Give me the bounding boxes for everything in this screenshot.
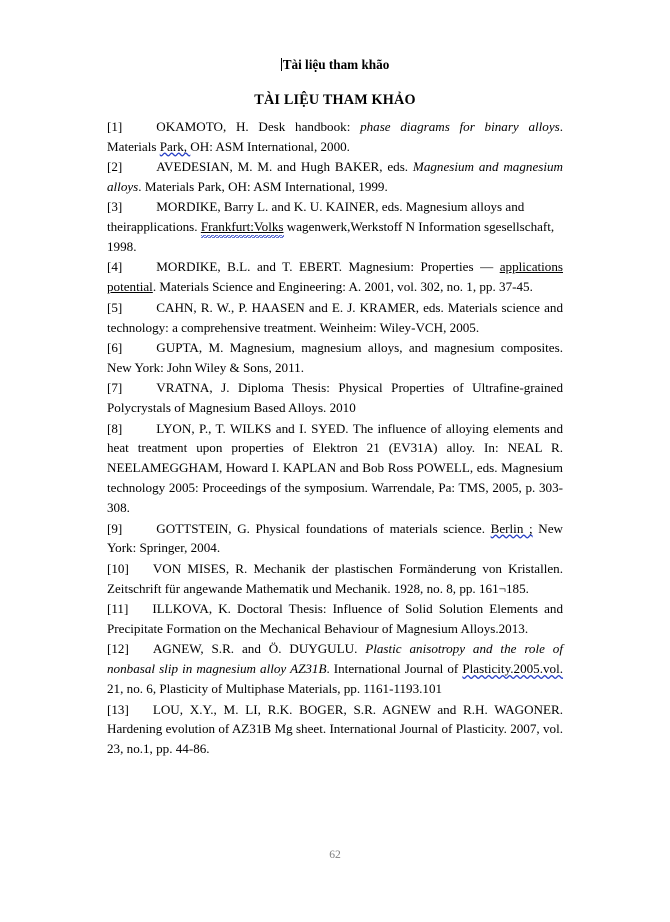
page-number: 62 <box>329 848 341 861</box>
running-header[interactable] <box>107 56 563 74</box>
reference-text-run: Berlin ; <box>490 520 533 536</box>
reference-entry <box>107 519 563 559</box>
reference-marker: [5] <box>107 299 123 315</box>
reference-marker: [8] <box>107 420 123 436</box>
reference-entry <box>107 298 563 338</box>
reference-text-run: New York: Springer, 2004. <box>107 520 564 556</box>
reference-text-run: OKAMOTO, H. Desk handbook: <box>156 118 361 134</box>
reference-text-run: AGNEW, S.R. and Ö. DUYGULU. <box>152 641 366 657</box>
reference-entry <box>107 378 563 418</box>
reference-entry <box>107 257 563 297</box>
reference-text-run: 21, no. 6, Plasticity of Multiphase Materials, pp. 1161-1193.101 <box>107 681 443 697</box>
page-title: TÀI LIỆU THAM KHẢO <box>254 91 416 108</box>
reference-marker: [1] <box>107 118 123 134</box>
reference-text-run: . Materials Park, OH: ASM International, 1999. <box>138 178 388 194</box>
reference-marker: [7] <box>107 380 123 396</box>
reference-entry <box>107 419 563 518</box>
reference-text-run: ILLKOVA, K. Doctoral Thesis: Influence of Solid Solution Elements and Precipitate Formation on the Mechanical Behaviour of Magnesium Alloys.2013. <box>107 601 563 636</box>
reference-text-run: . Materials Science and Engineering: A. 2001, vol. 302, no. 1, pp. 37-45. <box>152 279 533 295</box>
reference-text-run: MORDIKE, B.L. and T. EBERT. Magnesium: Properties — <box>156 259 500 275</box>
page-content <box>107 56 563 760</box>
reference-text-run: Magnesium and magnesium alloys <box>107 158 563 194</box>
reference-marker: [4] <box>107 259 123 275</box>
reference-entry <box>107 197 563 257</box>
reference-text-run: VRATNA, J. Diploma Thesis: Physical Properties of Ultrafine-grained Polycrystals of Magnesium Based Alloys. 2010 <box>107 380 563 416</box>
reference-marker: [11] <box>107 601 129 617</box>
reference-text-run: LOU, X.Y., M. LI, R.K. BOGER, S.R. AGNEW and R.H. WAGONER. Hardening evolution of AZ31B Mg sheet. International Journal of Plasticity. 2007, vol. 23, no.1, pp. 44-86. <box>107 701 563 757</box>
reference-text-run: . Materials <box>107 118 564 154</box>
text-caret <box>281 58 282 71</box>
reference-entry <box>107 700 563 760</box>
reference-text-run: GOTTSTEIN, G. Physical foundations of materials science. <box>156 520 491 536</box>
reference-text-run: wagenwerk,Werkstoff N Information sgesellschaft, 1998. <box>107 219 555 255</box>
reference-text-run: MORDIKE, Barry L. and K. U. KAINER, eds. Magnesium alloys and theirapplications. <box>107 199 525 235</box>
reference-text-run: VON MISES, R. Mechanik der plastischen Formänderung von Kristallen. Zeitschrift für angewande Mathematik und Mechanik. 1928, no. 8, pp. 161¬185. <box>107 560 563 596</box>
reference-list <box>107 117 563 760</box>
reference-text-run: applications potential <box>107 259 563 295</box>
reference-entry <box>107 559 563 599</box>
reference-marker: [2] <box>107 158 123 174</box>
running-header-text: Tài liệu tham khão <box>282 57 390 72</box>
reference-text-run: Plasticity.2005.vol. <box>462 661 564 677</box>
reference-text-run: CAHN, R. W., P. HAASEN and E. J. KRAMER, eds. Materials science and technology: a comprehensive treatment. Weinheim: Wiley-VCH, 2005. <box>107 299 563 335</box>
reference-text-run: AVEDESIAN, M. M. and Hugh BAKER, eds. <box>156 158 413 174</box>
reference-entry <box>107 117 563 157</box>
reference-text-run: Frankfurt:Volks <box>200 219 284 235</box>
reference-entry <box>107 639 563 699</box>
reference-text-run: OH: ASM International, 2000. <box>190 138 350 154</box>
reference-marker: [9] <box>107 520 123 536</box>
reference-text-run: phase diagrams for binary alloys <box>360 118 560 134</box>
reference-text-run: GUPTA, M. Magnesium, magnesium alloys, and magnesium composites. New York: John Wiley & Sons, 2011. <box>107 339 563 375</box>
reference-marker: [3] <box>107 199 123 215</box>
reference-marker: [13] <box>107 701 129 717</box>
reference-marker: [6] <box>107 339 123 355</box>
reference-text-run: . International Journal of <box>326 661 463 677</box>
reference-text-run: Plastic anisotropy and the role of nonbasal slip in magnesium alloy AZ31B <box>107 641 563 677</box>
reference-marker: [10] <box>107 560 129 576</box>
reference-text-run: LYON, P., T. WILKS and I. SYED. The influence of alloying elements and heat treatment upon properties of Elektron 21 (EV31A) alloy. In: NEAL R. NEELAMEGGHAM, Howard I. KAPLAN and Bob Ross POWELL, eds. Magnesium technology 2005: Proceedings of the symposium. Warrendale, Pa: TMS, 2005, p. 303-308. <box>107 420 563 516</box>
reference-entry <box>107 338 563 378</box>
reference-entry <box>107 157 563 197</box>
reference-text-run: Park, <box>159 138 191 154</box>
reference-marker: [12] <box>107 641 129 657</box>
reference-entry <box>107 599 563 639</box>
